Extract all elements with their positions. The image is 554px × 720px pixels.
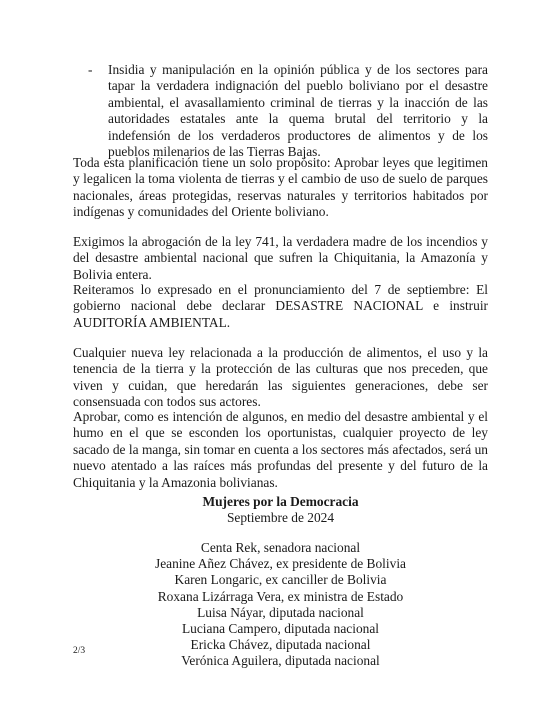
signer: Ericka Chávez, diputada nacional [190,637,371,653]
bullet-dash: - [88,62,93,77]
paragraph-abrogation: Exigimos la abrogación de la ley 741, la verdadera madre de los incendios y del desastre ambiental nacional que sufren la Chiquitania, la Amazonía y Bolivia entera. [73,234,488,282]
signer: Jeanine Añez Chávez, ex presidente de Bolivia [155,556,406,572]
paragraph-reiteration: Reiteramos lo expresado en el pronunciamiento del 7 de septiembre: El gobierno nacional debe declarar DESASTRE NACIONAL e instruir AUDITORÍA AMBIENTAL. [73,282,488,330]
bullet-text: Insidia y manipulación en la opinión pública y de los sectores para tapar la verdadera indignación del pueblo boliviano por el desastre ambiental, el avasallamiento criminal de tierras y la inacción de las autoridades estatales ante la quema brutal del territorio y la indefensión de los verdaderos productores de alimentos y de los pueblos milenarios de las Tierras Bajas. [108,62,488,160]
bullet-item [88,62,488,160]
signer: Karen Longaric, ex canciller de Bolivia [174,572,387,588]
signer: Luciana Campero, diputada nacional [181,621,380,637]
signer: Centa Rek, senadora nacional [200,540,361,555]
signers-list [73,540,488,670]
paragraph-warning: Aprobar, como es intención de algunos, en medio del desastre ambiental y el humo en el que se esconden los oportunistas, cualquier proyecto de ley sacado de la manga, sin tomar en cuenta a los sectores más afectados, será un nuevo atentado a las raíces más profundas del presente y del futuro de la Chiquitania y la Amazonia bolivianas. [73,409,488,490]
page-number: 2/3 [73,646,86,656]
paragraph-purpose: Toda esta planificación tiene un solo propósito: Aprobar leyes que legitimen y legalicen la toma violenta de tierras y el cambio de uso de suelo de parques nacionales, áreas protegidas, reservas naturales y territorios habitados por indígenas y comunidades del Oriente boliviano. [73,155,488,220]
paragraph-consensus: Cualquier nueva ley relacionada a la producción de alimentos, el uso y la tenencia de la tierra y la protección de las culturas que nos preceden, que viven y cuidan, que heredarán las siguientes generaciones, debe ser consensuada con todos sus actores. [73,345,488,410]
signer: Verónica Aguilera, diputada nacional [181,653,380,669]
signature-organization: Mujeres por la Democracia [202,494,359,509]
signer: Luisa Náyar, diputada nacional [197,604,364,620]
signature-date: Septiembre de 2024 [226,510,335,525]
signer: Roxana Lizárraga Vera, ex ministra de Estado [157,588,404,604]
